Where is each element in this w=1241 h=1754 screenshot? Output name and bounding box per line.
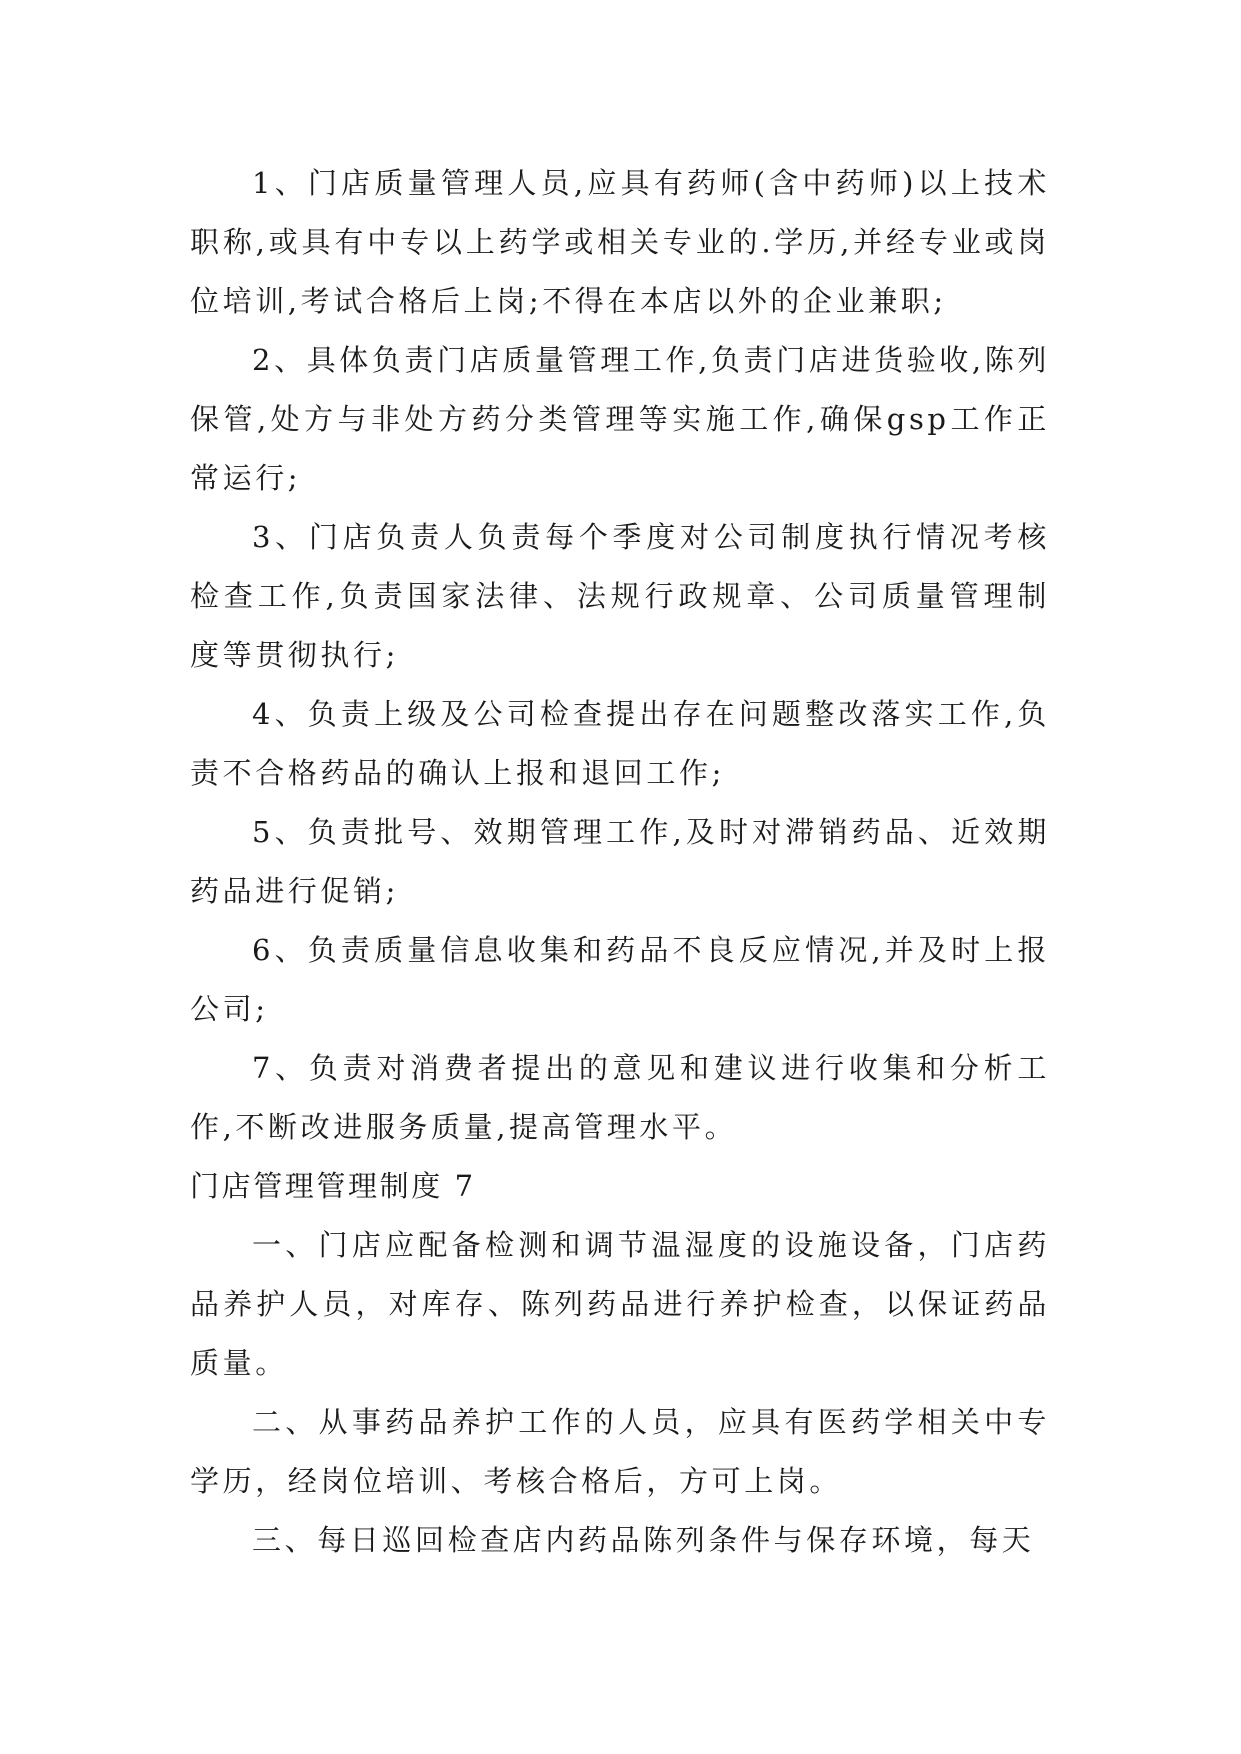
section-clause-1: 一、门店应配备检测和调节温湿度的设施设备，门店药品养护人员，对库存、陈列药品进行养护检查，以保证药品质量。 [190,1228,1050,1380]
document-body [190,154,1050,1570]
section-clause-2: 二、从事药品养护工作的人员，应具有医药学相关中专学历，经岗位培训、考核合格后，方可上岗。 [190,1405,1050,1498]
clause-6: 6、负责质量信息收集和药品不良反应情况,并及时上报公司; [190,933,1050,1026]
clause-7: 7、负责对消费者提出的意见和建议进行收集和分析工作,不断改进服务质量,提高管理水平。 [190,1051,1050,1144]
section-clause-3: 三、每日巡回检查店内药品陈列条件与保存环境，每天 [252,1523,1035,1557]
clause-4: 4、负责上级及公司检查提出存在问题整改落实工作,负责不合格药品的确认上报和退回工作; [190,697,1050,790]
clause-3: 3、门店负责人负责每个季度对公司制度执行情况考核检查工作,负责国家法律、法规行政规章、公司质量管理制度等贯彻执行; [190,520,1050,672]
clause-1: 1、门店质量管理人员,应具有药师(含中药师)以上技术职称,或具有中专以上药学或相关专业的.学历,并经专业或岗位培训,考试合格后上岗;不得在本店以外的企业兼职; [190,166,1050,318]
clause-2: 2、具体负责门店质量管理工作,负责门店进货验收,陈列保管,处方与非处方药分类管理等实施工作,确保gsp工作正常运行; [190,343,1050,495]
section-heading: 门店管理管理制度 7 [190,1169,476,1203]
clause-5: 5、负责批号、效期管理工作,及时对滞销药品、近效期药品进行促销; [190,815,1050,908]
